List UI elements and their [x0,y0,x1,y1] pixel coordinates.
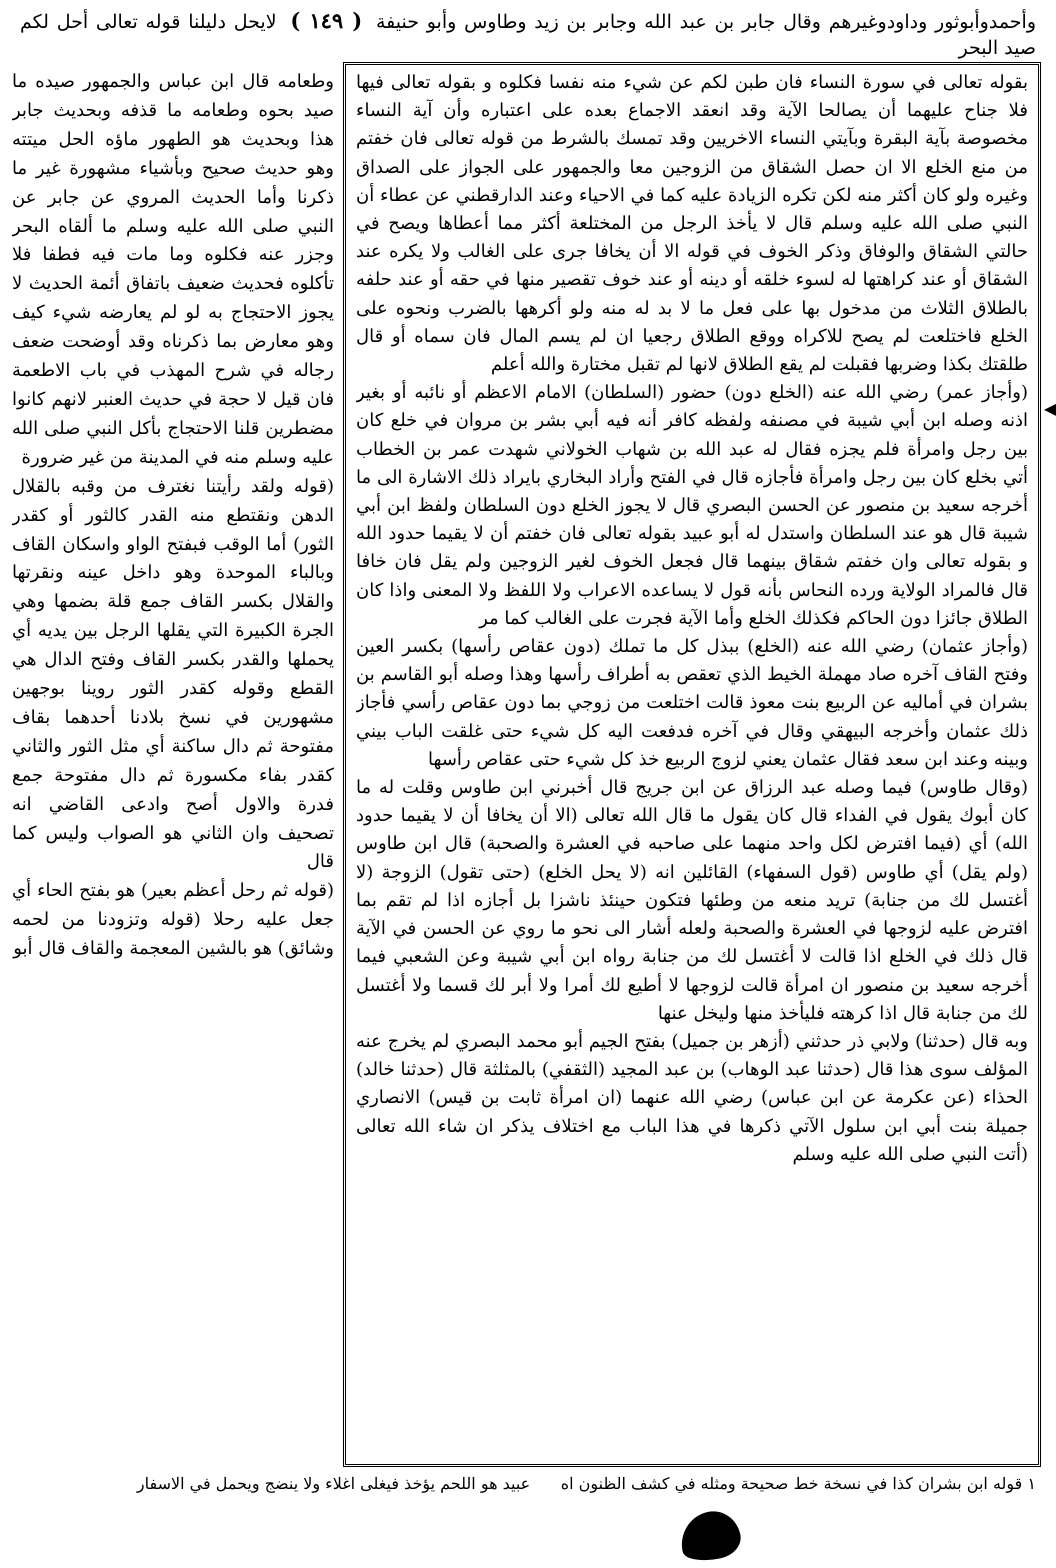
main-paragraph: (وأجاز عمر) رضي الله عنه (الخلع دون) حضور (السلطان) الامام الاعظم أو نائبه أو بغير اذنه وصله ابن أبي شيبة في مصنفه ولفظه كافر أنه فيه أبي بشر بن مروان في خلع كان بين رجل وامرأة فلم يجزه فقال له عبد الله بن شهاب الخولاني شهدت عمر بن الخطاب أتي بخلع كان بين رجل وامرأة فأجازه قال في الفتح وأراد البخاري بايراد ذلك الاشارة الى ما أخرجه سعيد بن منصور عن الحسن البصري قال لا يجوز الخلع دون السلطان ولفظ ابن أبي شيبة قال هو عند السلطان واستدل له أبو عبيد بقوله تعالى فان خفتم أن لا يقيما حدود الله و بقوله تعالى وان خفتم شقاق بينهما قال فجعل الخوف لغير الزوجين ولم يقل فان خافا قال فالمراد الولاية ورده النحاس بأنه قول لا يساعده الاعراب ولا اللفظ ولا المعنى واذا كان الطلاق جائزا دون الحاكم فكذلك الخلع وأما الآية فجرت على الغالب كما مر [356,382,1028,629]
margin-paragraph: (قوله ثم رحل أعظم بعير) هو بفتح الحاء أي جعل عليه رحلا (قوله وتزودنا من لحمه وشائق) هو بالشين المعجمة والقاف قال أبو [12,880,334,960]
ink-blot [676,1506,745,1565]
footnote-text: ١ قوله ابن بشران كذا في نسخة خط صحيحة ومثله في كشف الظنون اه [560,1474,1036,1493]
footnote-line [14,1470,1036,1504]
main-text-body [356,69,1028,1460]
margin-continuation-text: عبيد هو اللحم يؤخذ فيغلى اغلاء ولا ينضج ويحمل في الاسفار [136,1474,531,1493]
margin-commentary [12,68,334,1468]
page-number: ( ١٤٩ ) [290,8,363,33]
main-paragraph: بقوله تعالى في سورة النساء فان طبن لكم عن شيء منه نفسا فكلوه و بقوله تعالى فيها فلا جناح عليهما أن يصالحا الآية وقد انعقد الاجماع بعده على اعتباره وأن آية النساء مخصوصة بآية البقرة وبآيتي النساء الاخريين وقد تمسك بالشرط من قوله تعالى فان خفتم من منع الخلع الا ان حصل الشقاق من الزوجين معا والجمهور على الجواز على الصداق وغيره ولو كان أكثر منه لكن تكره الزيادة عليه كما في الاحياء وعند الدارقطني عن عطاء أن النبي صلى الله عليه وسلم قال لا يأخذ الرجل من المختلعة أكثر مما أعطاها ويصح في حالتي الشقاق والوفاق وذكر الخوف في قوله الا أن يخافا جرى على الغالب ولا يكره عند الشقاق أو عند كراهتها له لسوء خلقه أو دينه أو عند خوف تقصير منها في حقه أو عند حلفه بالطلاق الثلاث من مدخول بها على فعل ما لا بد له منه ولو أكرهها بالضرب ونحوه على الخلع فاختلعت لم يصح للاكراه ووقع الطلاق رجعيا ان لم يسم المال فان سماه أو قال طلقتك بكذا وضربها فقبلت لم يقع الطلاق لانها لم تقبل مختارة والله أعلم [356,72,1028,376]
header-text-left: لايحل دليلنا قوله تعالى أحل لكم صيد البحر [20,11,1036,59]
running-header [20,8,1036,64]
main-paragraph: (وقال طاوس) فيما وصله عبد الرزاق عن ابن جريج قال أخبرني ابن طاوس وقلت له ما كان أبوك يقول في الفداء قال كان يقول ما قال الله تعالى (الا أن يخافا أن لا يقيما حدود الله) أي (فيما افترض لكل واحد منهما على صاحبه في العشرة والصحبة) قال ابن طاوس (ولم يقل) أي طاوس (قول السفهاء) القائلين انه (لا يحل الخلع) (حتى تقول) الزوجة (لا أغتسل لك من جنابة) تريد منعه من وطئها فتكون حينئذ ناشزا بل أجازه اذا لم تقم بما افترض عليه لزوجها في العشرة والصحبة ولعله أشار الى نحو ما روي عن الحسن في الآية قال ذلك في الخلع اذا قالت لا أغتسل لك من جنابة رواه ابن أبي شيبة وعن الشعبي فيما أخرجه سعيد بن منصور ان امرأة قالت لزوجها لا أطيع لك أمرا ولا أبر لك قسما ولا أغتسل لك من جنابة قال اذا كرهته فليأخذ منها وليخل عنها [356,777,1028,1024]
main-paragraph: (وأجاز عثمان) رضي الله عنه (الخلع) ببذل كل ما تملك (دون عقاص رأسها) بكسر العين وفتح القاف آخره صاد مهملة الخيط الذي تعقص به أطراف رأسها وهذا وصله أبو القاسم بن بشران في أماليه عن الربيع بنت معوذ قالت اختلعت من زوجي بما دون عقاص رأسي فأجاز ذلك عثمان وأخرجه البيهقي وقال في آخره فدفعت اليه كل شيء حتى غلقت الباب بيني وبينه وعند ابن سعد فقال عثمان يعني لزوج الربيع خذ كل شيء حتى عقاص رأسها [356,636,1028,770]
header-text-right: وأحمدوأبوثور وداودوغيرهم وقال جابر بن عبد الله وجابر بن زيد وطاوس وأبو حنيفة [375,11,1037,33]
main-paragraph: وبه قال (حدثنا) ولابي ذر حدثني (أزهر بن جميل) بفتح الجيم أبو محمد البصري لم يخرج عنه المؤلف سوى هذا قال (حدثنا عبد الوهاب) بن عبد المجيد (الثقفي) بالمثلثة قال (حدثنا خالد) الحذاء (عن عكرمة عن ابن عباس) رضي الله عنهما (ان امرأة ثابت بن قيس) الانصاري جميلة بنت أبي ابن سلول الآتي ذكرها في هذا الباب مع اختلاف يذكر ان شاء الله تعالى (أتت النبي صلى الله عليه وسلم [356,1030,1028,1165]
main-text-frame [343,62,1041,1467]
margin-paragraph: (قوله ولقد رأيتنا نغترف من وقبه بالقلال الدهن ونقتطع منه القدر كالثور أو كقدر الثور) أما الوقب فبفتح الواو واسكان القاف وبالباء الموحدة وهو داخل عينه ونقرتها والقلال بكسر القاف جمع قلة بضمها وهي الجرة الكبيرة التي يقلها الرجل بين يديه أي يحملها والقدر بكسر القاف وفتح الدال هي القطع وقوله كقدر الثور روينا بوجهين مشهورين في نسخ بلادنا أحدهما بقاف مفتوحة ثم دال ساكنة أي مثل الثور والثاني كقدر بفاء مكسورة ثم دال مفتوحة جمع فدرة والاول أصح وادعى القاضي انه تصحيف وان الثاني هو الصواب وليس كما قال [12,475,334,873]
margin-arrow-icon: ◀ [1044,399,1056,418]
margin-paragraph: وطعامه قال ابن عباس والجمهور صيده ما صيد بحوه وطعامه ما قذفه وبحديث جابر هذا وبحديث هو الطهور ماؤه الحل ميتته وهو حديث صحيح وبأشياء مشهورة غير ما ذكرنا وأما الحديث المروي عن جابر عن النبي صلى الله عليه وسلم ما ألقاه البحر وجزر عنه فكلوه وما مات فيه فطفا فلا تأكلوه فحديث ضعيف باتفاق أئمة الحديث لا يجوز الاحتجاج به لو لم يعارضه شيء كيف وهو معارض بما ذكرناه وقد أوضحت ضعف رجاله في شرح المهذب في باب الاطعمة فان قيل لا حجة في حديث العنبر لانهم كانوا مضطرين قلنا الاحتجاج بأكل النبي صلى الله عليه وسلم منه في المدينة من غير ضرورة [12,71,334,468]
